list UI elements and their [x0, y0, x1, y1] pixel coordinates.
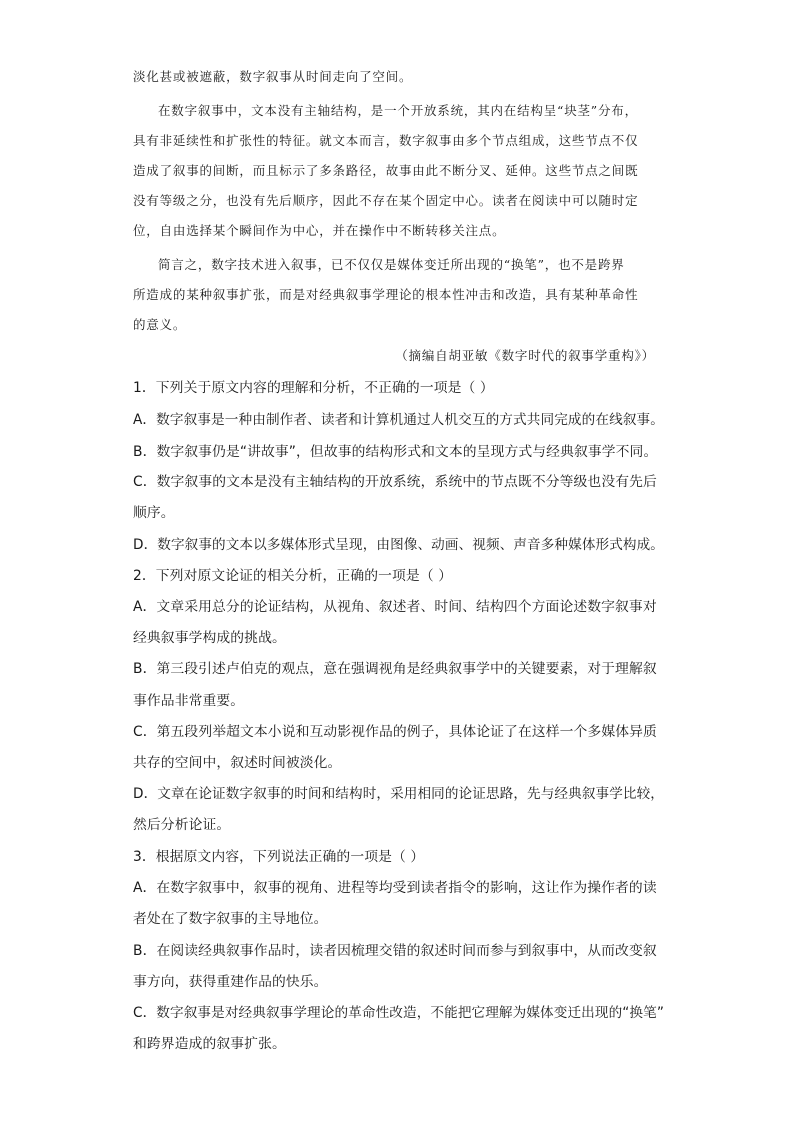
- option-b: B．第三段引述卢伯克的观点，意在强调视角是经典叙事学中的关键要素，对于理解叙: [133, 661, 657, 677]
- option-a: A．文章采用总分的论证结构，从视角、叙述者、时间、结构四个方面论述数字叙事对: [133, 599, 657, 615]
- option-d-cont: 然后分析论证。: [133, 817, 231, 833]
- option-b-cont: 事方向，获得重建作品的快乐。: [133, 974, 328, 990]
- option-a-cont: 经典叙事学构成的挑战。: [133, 630, 286, 646]
- option-b-cont: 事作品非常重要。: [133, 693, 245, 709]
- option-c: C．数字叙事的文本是没有主轴结构的开放系统，系统中的节点既不分等级也没有先后: [133, 474, 657, 490]
- question-stem: 1．下列关于原文内容的理解和分析，不正确的一项是（ ）: [133, 380, 494, 396]
- option-d: D．数字叙事的文本以多媒体形式呈现，由图像、动画、视频、声音多种媒体形式构成。: [133, 537, 664, 553]
- passage-paragraph-1-tail: 淡化甚或被遮蔽，数字叙事从时间走向了空间。: [133, 69, 413, 84]
- question-stem: 2．下列对原文论证的相关分析，正确的一项是（ ）: [133, 568, 453, 584]
- option-c-cont: 共存的空间中，叙述时间被淡化。: [133, 755, 342, 771]
- option-d: D．文章在论证数字叙事的时间和结构时，采用相同的论证思路，先与经典叙事学比较，: [133, 786, 664, 802]
- option-b: B．数字叙事仍是“讲故事”，但故事的结构形式和文本的呈现方式与经典叙事学不同。: [133, 444, 658, 460]
- option-c: C．数字叙事是对经典叙事学理论的革命性改造，不能把它理解为媒体变迁出现的“换笔”: [133, 1005, 664, 1021]
- option-a-cont: 者处在了数字叙事的主导地位。: [133, 911, 328, 927]
- option-b: B．在阅读经典叙事作品时，读者因梳理交错的叙述时间而参与到叙事中，从而改变叙: [133, 943, 657, 959]
- passage-source: （摘编自胡亚敏《数字时代的叙事学重构》）: [395, 348, 655, 363]
- option-a: A．在数字叙事中，叙事的视角、进程等均受到读者指令的影响，这让作为操作者的读: [133, 880, 657, 896]
- question-stem: 3．根据原文内容，下列说法正确的一项是（ ）: [133, 849, 425, 865]
- option-a: A．数字叙事是一种由制作者、读者和计算机通过人机交互的方式共同完成的在线叙事。: [133, 412, 665, 428]
- option-c: C．第五段列举超文本小说和互动影视作品的例子，具体论证了在这样一个多媒体异质: [133, 724, 657, 740]
- document-page: 淡化甚或被遮蔽，数字叙事从时间走向了空间。 在数字叙事中，文本没有主轴结构，是一个开放系统，其内在结构呈“块茎”分布， 具有非延续性和扩张性的特征。就文本而言，数字叙事由多个节点组成，这些节点不仅 造成了叙事的间断，而且标示了多条路径，故事由此不断分叉、延伸。这些节点之间既 没有等级之分，也没有先后顺序，因此不存在某个固定中心。读者在阅读中可以随时定 位，自由选择某个瞬间作为中心，并在操作中不断转移关注点。 简言之，数字技术进入叙事，已不仅仅是媒体变迁所出现的“换笔”，也不是跨界 所造成的某种叙事扩张，而是对经典叙事学理论的根本性冲击和改造，具有某种革命性 的意义。 （摘编自胡亚敏《数字时代的叙事学重构》） 1．下列关于原文内容的理解和分析，不正确的一项是（ ） A．数字叙事是一种由制作者、读者和计算机通过人机交互的方式共同完成的在线叙事。 B．数字叙事仍是“讲故事”，但故事的结构形式和文本的呈现方式与经典叙事学不同。 C．数字叙事的文本是没有主轴结构的开放系统，系统中的节点既不分等级也没有先后 顺序。 D．数字叙事的文本以多媒体形式呈现，由图像、动画、视频、声音多种媒体形式构成。 2．下列对原文论证的相关分析，正确的一项是（ ） A．文章采用总分的论证结构，从视角、叙述者、时间、结构四个方面论述数字叙事对 经典叙事学构成的挑战。 B．第三段引述卢伯克的观点，意在强调视角是经典叙事学中的关键要素，对于理解叙 事作品非常重要。 C．第五段列举超文本小说和互动影视作品的例子，具体论证了在这样一个多媒体异质 共存的空间中，叙述时间被淡化。 D．文章在论证数字叙事的时间和结构时，采用相同的论证思路，先与经典叙事学比较， 然后分析论证。 3．根据原文内容，下列说法正确的一项是（ ） A．在数字叙事中，叙事的视角、进程等均受到读者指令的影响，这让作为操作者的读 者处在了数字叙事的主导地位。 B．在阅读经典叙事作品时，读者因梳理交错的叙述时间而参与到叙事中，从而改变叙 事方向，获得重建作品的快乐。 C．数字叙事是对经典叙事学理论的革命性改造，不能把它理解为媒体变迁出现的“换笔” 和跨界造成的叙事扩张。: [0, 0, 794, 1123]
- option-c-cont: 顺序。: [133, 505, 175, 521]
- option-c-cont: 和跨界造成的叙事扩张。: [133, 1036, 286, 1052]
